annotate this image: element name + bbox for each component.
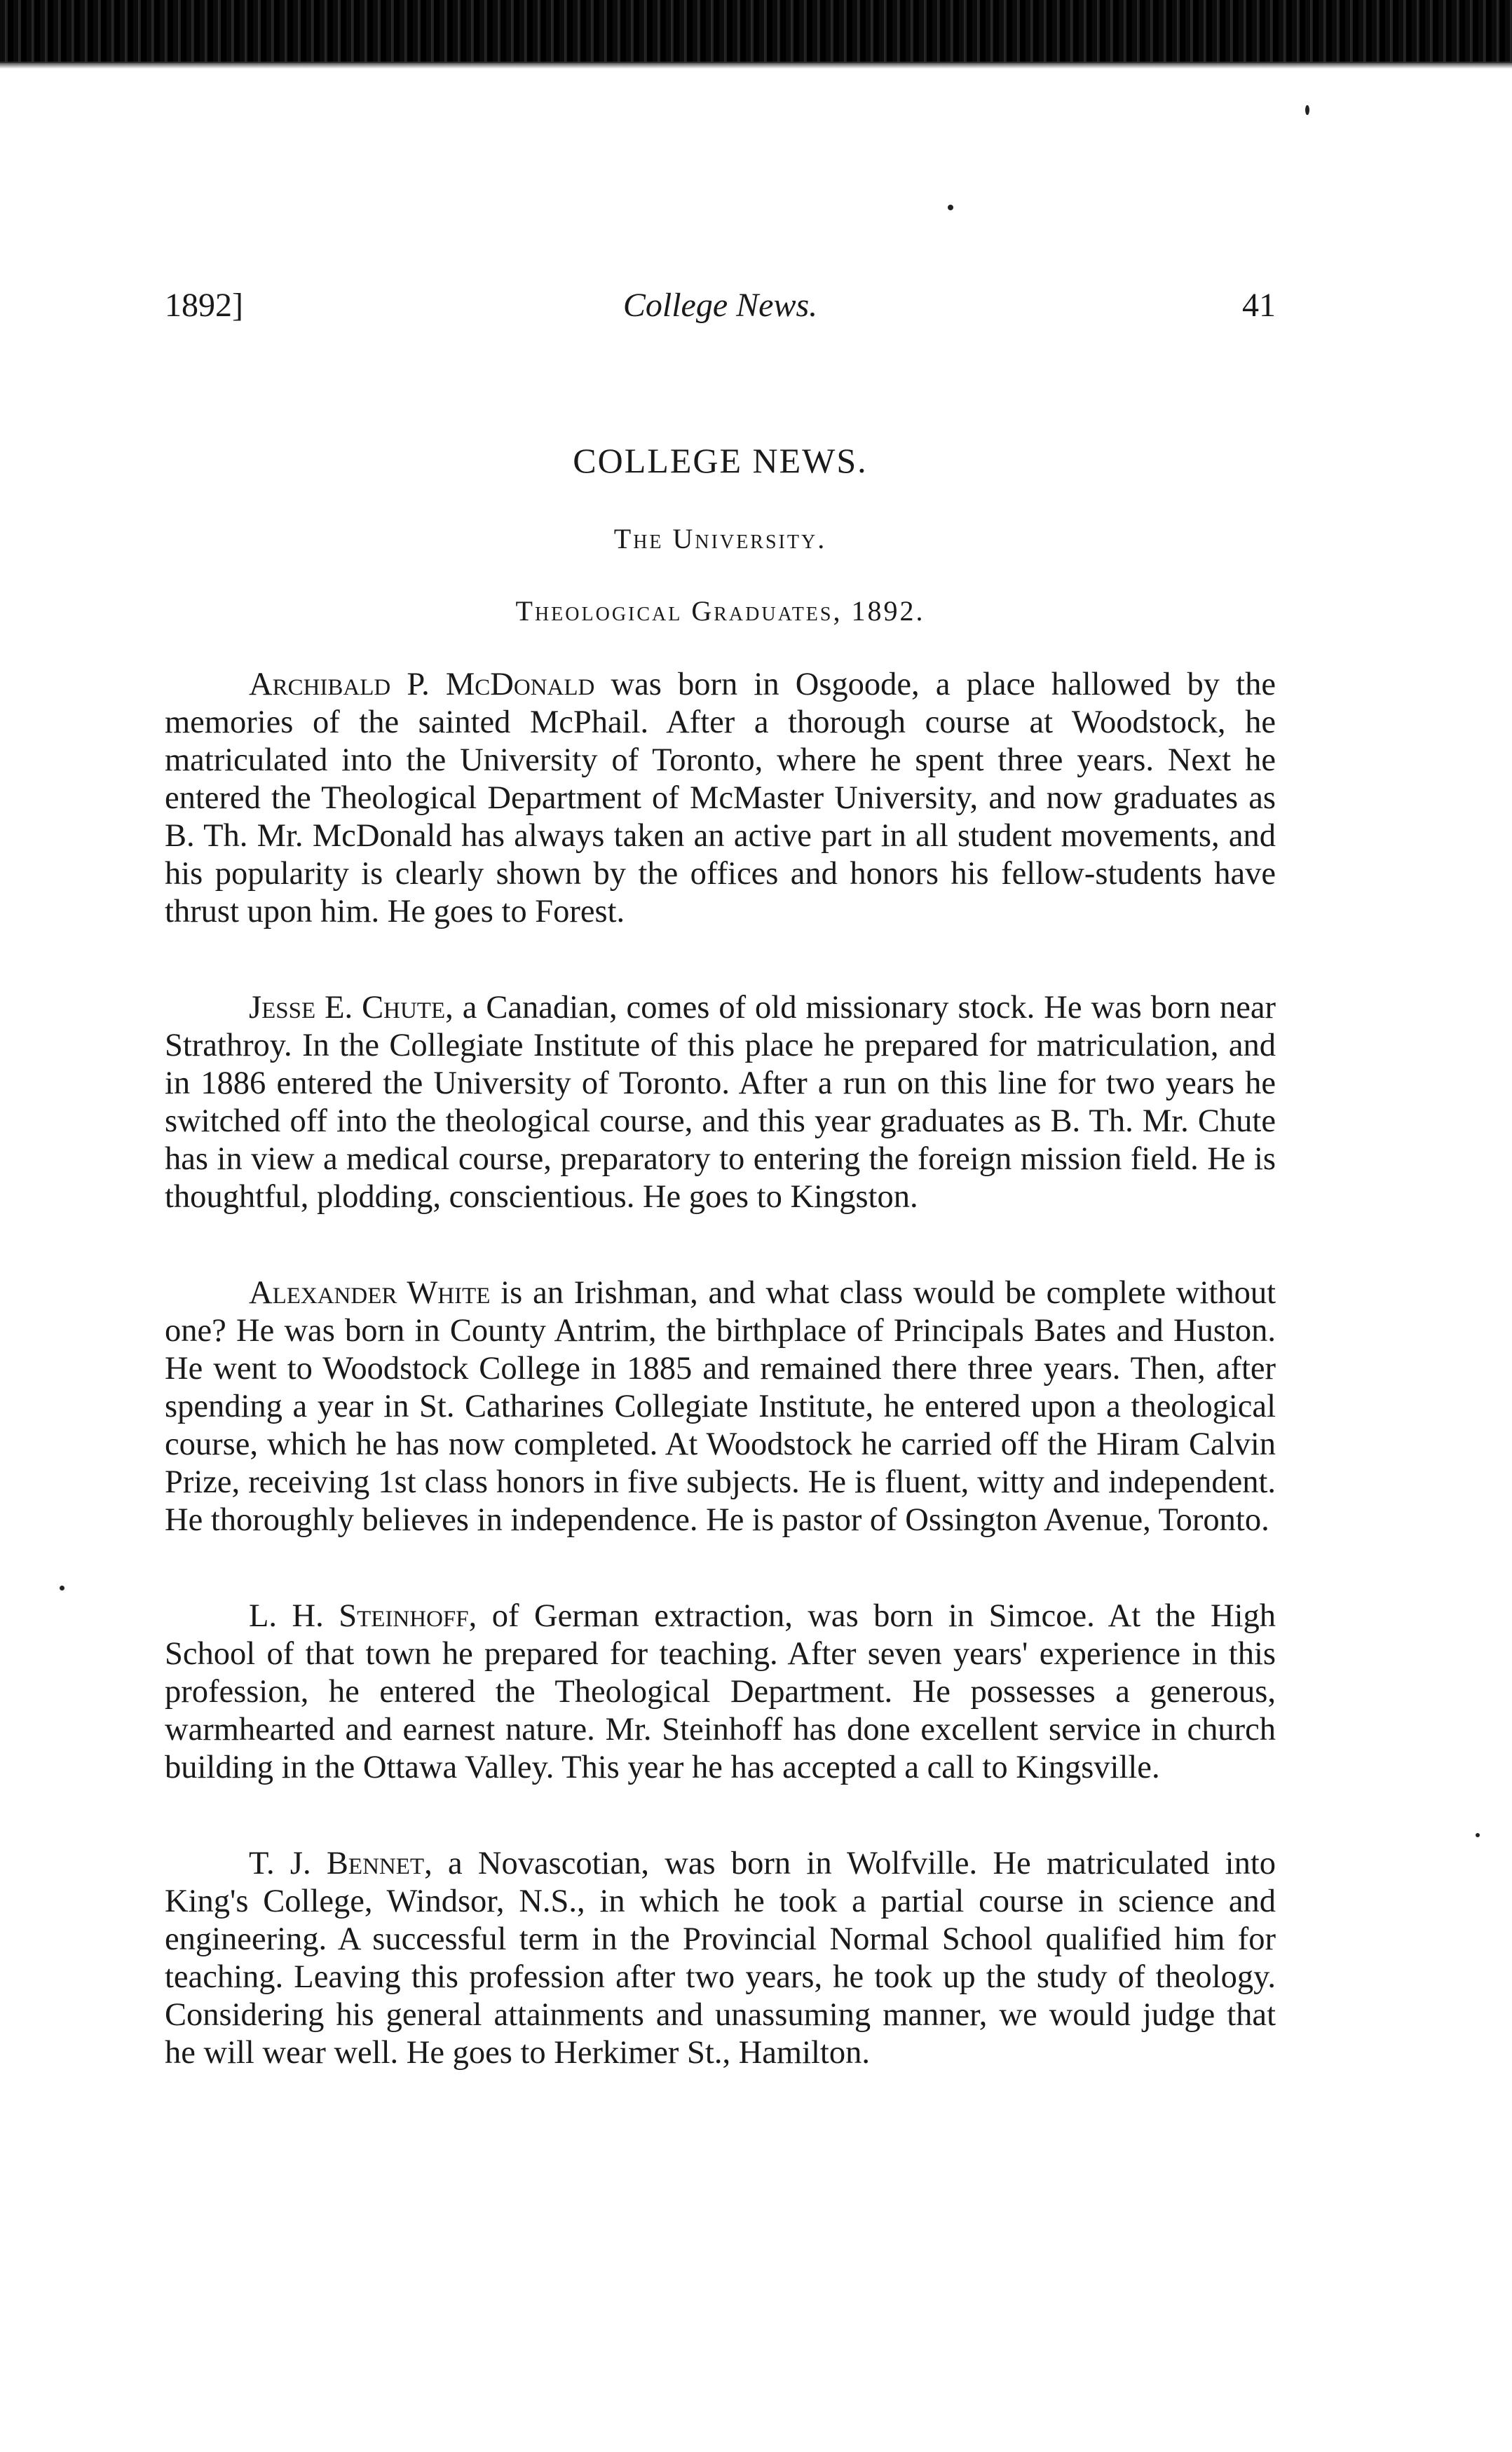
graduate-text: was born in Osgoode, a place hallowed by the memories of the sainted McPhail. After a thorough course at Woodstock, he matriculated into the University of Toronto, where he spent three years. Next he entered the Theological Department of McMaster University, and now graduates as B. Th. Mr. McDonald has always taken an active part in all student movements, and his popularity is clearly shown by the offices and honors his fellow-students have thrust upon him. He goes to Forest. [165,667,1276,929]
graduate-name: T. J. Bennet [249,1846,425,1881]
page-number: 41 [1242,287,1276,324]
graduate-entry [165,989,1276,1216]
graduate-text: is an Irishman, and what class would be complete without one? He was born in County Antrim, the birthplace of Principals Bates and Huston. He went to Woodstock College in 1885 and remained there three years. Then, after spending a year in St. Catharines Collegiate Institute, he entered upon a theological course, which he has now completed. At Woodstock he carried off the Hiram Calvin Prize, receiving 1st class honors in five subjects. He is fluent, witty and independent. He thoroughly believes in independence. He is pastor of Ossington Avenue, Toronto. [165,1275,1276,1538]
scan-speck [1476,1833,1480,1837]
graduate-name: Archibald P. McDonald [249,667,595,702]
scan-border-strip [0,0,1512,63]
graduate-entry [165,1845,1276,2072]
main-heading: COLLEGE NEWS. [573,441,868,480]
article-body [165,666,1276,2072]
graduate-entry [165,1598,1276,1787]
graduate-text: , a Canadian, comes of old missionary stock. He was born near Strathroy. In the Collegiate Institute of this place he prepared for matriculation, and in 1886 entered the University of Toronto. After a run on this line for two years he switched off into the theological course, and this year graduates as B. Th. Mr. Chute has in view a medical course, preparatory to entering the foreign mission field. He is thoughtful, plodding, conscientious. He goes to Kingston. [165,990,1276,1215]
subsection-heading: Theological Graduates, 1892. [515,595,925,627]
graduate-name: Jesse E. Chute [249,990,446,1026]
running-head-title: College News. [622,287,818,324]
scan-speck [948,205,953,210]
scan-speck [60,1586,64,1591]
graduate-name: Alexander White [249,1275,491,1311]
graduate-text: , a Novascotian, was born in Wolfville. He matriculated into King's College, Windsor, N.S., in which he took a partial course in science and engineering. A successful term in the Provincial Normal School qualified him for teaching. Leaving this profession after two years, he took up the study of theology. Considering his general attainments and unassuming manner, we would judge that he will wear well. He goes to Herkimer St., Hamilton. [165,1846,1276,2071]
scan-speck [1305,105,1309,115]
graduate-entry [165,1274,1276,1539]
graduate-text: , of German extraction, was born in Simcoe. At the High School of that town he prepared for teaching. After seven years' experience in this profession, he entered the Theological Department. He possesses a generous, warmhearted and earnest nature. Mr. Steinhoff has done excellent service in church building in the Ottawa Valley. This year he has accepted a call to Kingsville. [165,1598,1276,1785]
graduate-entry [165,666,1276,931]
running-head [165,286,1276,335]
running-head-year: 1892] [165,287,243,324]
graduate-name: L. H. Steinhoff [249,1598,469,1634]
section-heading: The University. [613,523,827,554]
